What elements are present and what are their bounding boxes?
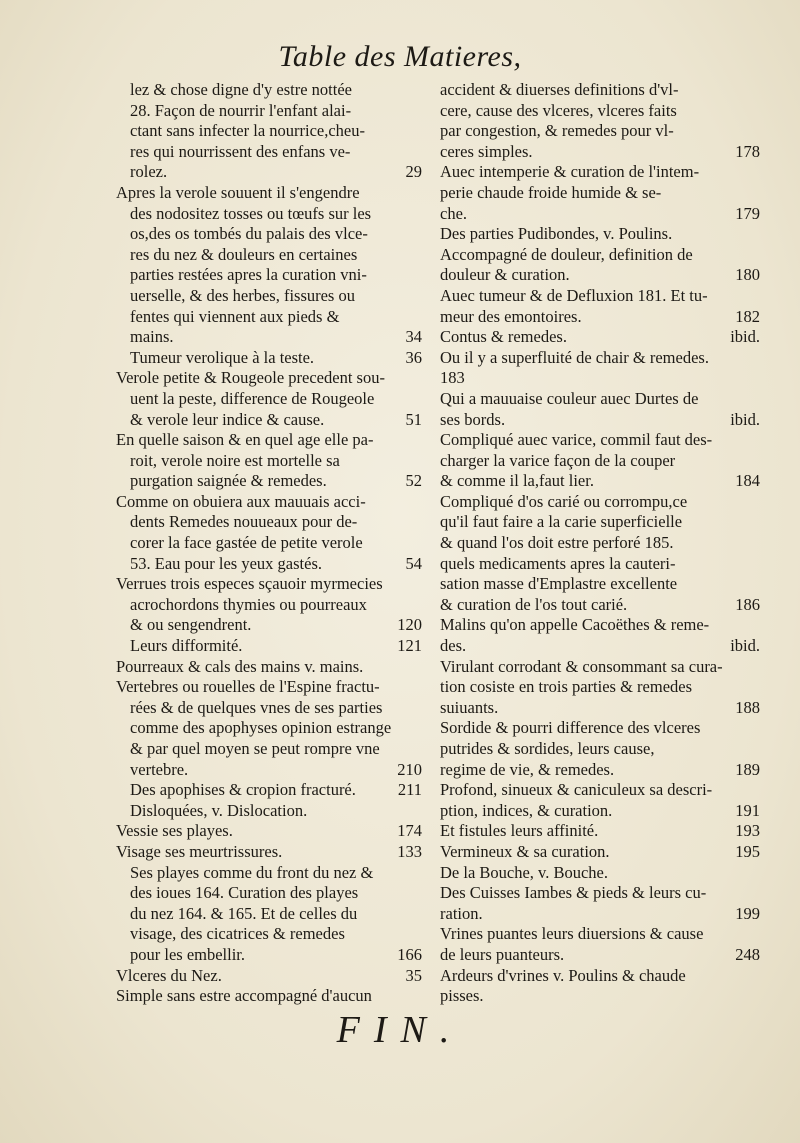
page-reference (414, 595, 422, 616)
entry-text: dents Remedes nouueaux pour de- (130, 512, 358, 532)
index-entry-line (440, 718, 760, 739)
entry-text: vertebre. (130, 759, 189, 779)
page-reference: 35 (405, 965, 422, 985)
page-reference: 133 (397, 841, 422, 861)
page-reference: 179 (735, 203, 760, 223)
page-reference (752, 966, 760, 987)
index-entry-line (440, 265, 760, 286)
page-reference (414, 863, 422, 884)
index-entry-line (116, 636, 422, 657)
index-entry-line (440, 121, 760, 142)
page-reference (752, 533, 760, 554)
page-reference (752, 574, 760, 595)
entry-text: & ou sengendrent. (130, 615, 252, 635)
entry-text: Simple sans estre accompagné d'aucun (116, 986, 372, 1006)
index-entry-line (440, 986, 760, 1007)
page-reference (752, 348, 760, 369)
entry-text: acrochordons thymies ou pourreaux (130, 594, 367, 614)
index-entry-line (440, 389, 760, 410)
index-entry-line (440, 780, 760, 801)
entry-text: Des apophises & cropion fracturé. (130, 780, 356, 800)
index-entry-line (440, 204, 760, 225)
index-entry-line (116, 677, 422, 698)
index-entry-line (116, 924, 422, 945)
page-reference (752, 780, 760, 801)
entry-text: Vlceres du Nez. (116, 965, 222, 985)
index-entry-line (440, 142, 760, 163)
entry-text: Des Cuisses Iambes & pieds & leurs cu- (440, 883, 707, 903)
entry-text: charger la varice façon de la couper (440, 450, 676, 470)
index-entry-line (440, 595, 760, 616)
page-reference (752, 924, 760, 945)
page-reference (752, 121, 760, 142)
entry-text: roit, verole noire est mortelle sa (130, 450, 340, 470)
index-entry-line (440, 286, 760, 307)
page-reference (414, 698, 422, 719)
page-reference (414, 924, 422, 945)
page-reference (752, 162, 760, 183)
index-entry-line (440, 966, 760, 987)
page-reference: 199 (735, 903, 760, 923)
entry-text: cere, cause des vlceres, vlceres faits (440, 100, 677, 120)
page-reference: 191 (735, 800, 760, 820)
page-reference (414, 368, 422, 389)
page-reference: 120 (397, 615, 422, 635)
index-entry-line (440, 471, 760, 492)
page-reference: 248 (735, 944, 760, 964)
entry-text: des nodositez tosses ou tœufs sur les (130, 203, 372, 223)
entry-text: comme des apophyses opinion estrange (130, 718, 392, 738)
index-entry-line (440, 307, 760, 328)
page-reference: 178 (735, 141, 760, 161)
entry-text: perie chaude froide humide & se- (440, 182, 662, 202)
index-entry-line (116, 245, 422, 266)
entry-text: & quand l'os doit estre perforé 185. (440, 533, 674, 553)
entry-text: parties restées apres la curation vni- (130, 265, 367, 285)
page-reference: 166 (397, 944, 422, 964)
page-reference: 182 (735, 306, 760, 326)
entry-text: Apres la verole souuent il s'engendre (116, 182, 360, 202)
fin-mark: FIN. (336, 1009, 464, 1051)
entry-text: sation masse d'Emplastre excellente (440, 574, 678, 594)
index-entry-line (116, 471, 422, 492)
entry-text: rolez. (130, 162, 168, 182)
entry-text: Profond, sinueux & caniculeux sa descri- (440, 780, 713, 800)
page-reference (752, 677, 760, 698)
entry-text: Compliqué auec varice, commil faut des- (440, 430, 713, 450)
entry-text: douleur & curation. (440, 265, 570, 285)
entry-text: Et fistules leurs affinité. (440, 821, 599, 841)
entry-text: Vermineux & sa curation. (440, 841, 610, 861)
index-entry-line (116, 780, 422, 801)
entry-text: Pourreaux & cals des mains v. mains. (116, 656, 364, 676)
page-reference (752, 986, 760, 1007)
page-reference: 51 (405, 409, 422, 429)
page-reference (414, 265, 422, 286)
page-reference: 211 (397, 780, 422, 800)
entry-text: Verrues trois especes sçauoir myrmecies (116, 574, 383, 594)
entry-text: che. (440, 203, 468, 223)
entry-text: res qui nourrissent des enfans ve- (130, 141, 351, 161)
entry-text: tion cosiste en trois parties & remedes (440, 677, 693, 697)
index-entry-line (440, 863, 760, 884)
index-entry-line (116, 863, 422, 884)
page-reference (752, 657, 760, 678)
index-entry-line (116, 451, 422, 472)
page-reference (414, 142, 422, 163)
entry-text: quels medicaments apres la cauteri- (440, 553, 676, 573)
entry-text: Leurs difformité. (130, 636, 243, 656)
page-reference (414, 677, 422, 698)
page-reference: 54 (405, 553, 422, 573)
entry-text: Malins qu'on appelle Cacoëthes & reme- (440, 615, 710, 635)
page-reference (414, 657, 422, 678)
page-reference (414, 718, 422, 739)
entry-text: & par quel moyen se peut rompre vne (130, 739, 380, 758)
index-entry-line (440, 945, 760, 966)
page-reference: 186 (735, 594, 760, 614)
index-entry-line (440, 760, 760, 781)
entry-text: du nez 164. & 165. Et de celles du (130, 903, 358, 923)
index-entry-line (116, 574, 422, 595)
index-entry-line (116, 986, 422, 1007)
entry-text: purgation saignée & remedes. (130, 471, 327, 491)
entry-text: res du nez & douleurs en certaines (130, 244, 358, 264)
page-reference (414, 801, 422, 822)
index-entry-line (116, 760, 422, 781)
index-entry-line (116, 554, 422, 575)
entry-text: 53. Eau pour les yeux gastés. (130, 553, 322, 573)
entry-text: qu'il faut faire a la carie superficielle (440, 512, 683, 532)
page-reference (752, 368, 760, 389)
entry-text: ration. (440, 903, 483, 923)
index-entry-line (440, 615, 760, 636)
index-entry-line (440, 904, 760, 925)
entry-text: des ioues 164. Curation des playes (130, 883, 359, 903)
index-entry-line (440, 924, 760, 945)
page-reference (414, 183, 422, 204)
index-entry-line (440, 80, 760, 101)
entry-text: Comme on obuiera aux mauuais acci- (116, 491, 366, 511)
entry-text: fentes qui viennent aux pieds & (130, 306, 340, 326)
index-entry-line (116, 327, 422, 348)
page-reference (752, 389, 760, 410)
entry-text: & verole leur indice & cause. (130, 409, 325, 429)
page-reference (752, 863, 760, 884)
entry-text: corer la face gastée de petite verole (130, 533, 363, 553)
index-entry-line (440, 368, 760, 389)
index-entry-line (116, 698, 422, 719)
page-reference (752, 430, 760, 451)
page-reference (414, 430, 422, 451)
page-reference: 174 (397, 821, 422, 841)
entry-text: Auec tumeur & de Defluxion 181. Et tu- (440, 285, 708, 305)
entry-text: Visage ses meurtrissures. (116, 841, 283, 861)
entry-text: Vessie ses playes. (116, 821, 233, 841)
page-reference (752, 183, 760, 204)
page-reference (414, 245, 422, 266)
entry-text: lez & chose digne d'y estre nottée (130, 80, 352, 99)
index-entry-line (440, 348, 760, 369)
page-reference: 121 (397, 636, 422, 656)
index-entry-line (440, 677, 760, 698)
entry-text: De la Bouche, v. Bouche. (440, 862, 609, 882)
entry-text: & comme il la,faut lier. (440, 471, 594, 491)
page-reference (752, 245, 760, 266)
entry-text: suiuants. (440, 697, 499, 717)
page-reference (414, 512, 422, 533)
index-entry-line (440, 801, 760, 822)
entry-text: Ou il y a superfluité de chair & remedes. (440, 347, 709, 367)
entry-text: meur des emontoires. (440, 306, 582, 326)
entry-text: Vertebres ou rouelles de l'Espine fractu- (116, 677, 380, 697)
index-entry-line (440, 554, 760, 575)
entry-text: os,des os tombés du palais des vlce- (130, 224, 368, 244)
index-entry-line (116, 368, 422, 389)
page-reference (414, 739, 422, 760)
page-reference (752, 224, 760, 245)
index-entry-line (440, 410, 760, 431)
entry-text: Accompagné de douleur, definition de (440, 244, 693, 264)
index-entry-line (116, 121, 422, 142)
page-reference (414, 451, 422, 472)
page-reference: ibid. (730, 636, 760, 656)
entry-text: 28. Façon de nourrir l'enfant alai- (130, 100, 352, 120)
index-entry-line (116, 739, 422, 760)
index-entry-line (440, 698, 760, 719)
entry-text: Ardeurs d'vrines v. Poulins & chaude (440, 965, 686, 985)
page-reference (414, 101, 422, 122)
page-reference (414, 986, 422, 1007)
index-entry-line (116, 430, 422, 451)
entry-text: Tumeur verolique à la teste. (130, 347, 315, 367)
page-reference (414, 904, 422, 925)
index-entry-line (440, 657, 760, 678)
entry-text: de leurs puanteurs. (440, 944, 565, 964)
entry-text: putrides & sordides, leurs cause, (440, 739, 655, 758)
entry-text: des. (440, 636, 467, 656)
index-entry-line (440, 883, 760, 904)
index-entry-line (116, 842, 422, 863)
index-entry-line (116, 801, 422, 822)
index-entry-line (116, 883, 422, 904)
left-column (116, 80, 422, 1007)
index-entry-line (116, 183, 422, 204)
page-reference: 180 (735, 265, 760, 285)
page-reference: 210 (397, 759, 422, 779)
index-entry-line (440, 101, 760, 122)
page-reference (752, 554, 760, 575)
page-reference (414, 224, 422, 245)
index-entry-line (440, 224, 760, 245)
index-entry-line (116, 821, 422, 842)
index-entry-line (440, 183, 760, 204)
entry-text: ceres simples. (440, 141, 533, 161)
page-reference (752, 492, 760, 513)
index-entry-line (116, 657, 422, 678)
running-header: Table des Matieres, (278, 40, 522, 73)
page-reference: 188 (735, 697, 760, 717)
entry-text: Compliqué d'os carié ou corrompu,ce (440, 491, 688, 511)
page-reference: 34 (405, 327, 422, 347)
index-entry-line (440, 162, 760, 183)
page-reference (414, 389, 422, 410)
index-entry-line (440, 245, 760, 266)
index-entry-line (116, 512, 422, 533)
index-entry-line (116, 224, 422, 245)
entry-text: Verole petite & Rougeole precedent sou- (116, 368, 385, 388)
index-entry-line (440, 327, 760, 348)
entry-text: accident & diuerses definitions d'vl- (440, 80, 679, 99)
entry-text: regime de vie, & remedes. (440, 759, 615, 779)
page-reference (752, 718, 760, 739)
page-reference: 193 (735, 821, 760, 841)
index-entry-line (116, 904, 422, 925)
entry-text: rées & de quelques vnes de ses parties (130, 697, 383, 717)
entry-text: pour les embellir. (130, 944, 246, 964)
page-reference (752, 739, 760, 760)
index-entry-line (116, 945, 422, 966)
entry-text: Virulant corrodant & consommant sa cura- (440, 656, 723, 676)
entry-text: & curation de l'os tout carié. (440, 594, 628, 614)
page-reference (752, 512, 760, 533)
index-entry-line (116, 492, 422, 513)
page-reference: 195 (735, 841, 760, 861)
index-entry-line (116, 410, 422, 431)
page-reference: 36 (405, 347, 422, 367)
page-reference: 189 (735, 759, 760, 779)
index-entry-line (116, 348, 422, 369)
page-reference (752, 451, 760, 472)
index-entry-line (116, 595, 422, 616)
page-reference (752, 883, 760, 904)
page-reference: ibid. (730, 327, 760, 347)
index-entry-line (116, 286, 422, 307)
page-reference (414, 883, 422, 904)
entry-text: Contus & remedes. (440, 327, 567, 347)
entry-text: uerselle, & des herbes, fissures ou (130, 285, 355, 305)
page-reference: ibid. (730, 409, 760, 429)
page-reference: 184 (735, 471, 760, 491)
index-entry-line (116, 204, 422, 225)
index-entry-line (440, 451, 760, 472)
entry-text: Auec intemperie & curation de l'intem- (440, 162, 700, 182)
entry-text: ses bords. (440, 409, 506, 429)
index-entry-line (116, 966, 422, 987)
page-reference (414, 533, 422, 554)
entry-text: visage, des cicatrices & remedes (130, 924, 345, 944)
page-reference (752, 286, 760, 307)
index-entry-line (116, 389, 422, 410)
index-entry-line (116, 615, 422, 636)
page-reference (752, 80, 760, 101)
index-entry-line (440, 533, 760, 554)
index-entry-line (116, 307, 422, 328)
entry-text: Des parties Pudibondes, v. Poulins. (440, 224, 673, 244)
entry-text: En quelle saison & en quel age elle pa- (116, 430, 374, 450)
entry-text: ctant sans infecter la nourrice,cheu- (130, 121, 366, 141)
index-entry-line (116, 101, 422, 122)
page-reference (414, 492, 422, 513)
page-reference (414, 204, 422, 225)
index-entry-line (116, 718, 422, 739)
page-reference (752, 615, 760, 636)
index-entry-line (440, 512, 760, 533)
index-entry-line (440, 739, 760, 760)
index-entry-line (440, 636, 760, 657)
index-entry-line (440, 574, 760, 595)
page-reference: 52 (405, 471, 422, 491)
page-reference (414, 80, 422, 101)
index-entry-line (440, 821, 760, 842)
entry-text: Ses playes comme du front du nez & (130, 862, 374, 882)
entry-text: 183 (440, 368, 465, 388)
index-entry-line (440, 430, 760, 451)
page-reference: 29 (405, 162, 422, 182)
index-entry-line (116, 162, 422, 183)
page-reference (752, 101, 760, 122)
index-entry-line (440, 492, 760, 513)
entry-text: par congestion, & remedes pour vl- (440, 121, 674, 141)
index-entry-line (116, 80, 422, 101)
page-reference (414, 286, 422, 307)
index-entry-line (116, 265, 422, 286)
entry-text: Vrines puantes leurs diuersions & cause (440, 924, 704, 944)
entry-text: mains. (130, 327, 174, 347)
entry-text: pisses. (440, 986, 484, 1006)
page-reference (414, 574, 422, 595)
entry-text: Qui a mauuaise couleur auec Durtes de (440, 388, 699, 408)
entry-text: uent la peste, difference de Rougeole (130, 388, 375, 408)
index-entry-line (440, 842, 760, 863)
right-column (440, 80, 760, 1007)
entry-text: Sordide & pourri difference des vlceres (440, 718, 701, 738)
index-entry-line (116, 533, 422, 554)
page-reference (414, 307, 422, 328)
entry-text: ption, indices, & curation. (440, 800, 613, 820)
index-entry-line (116, 142, 422, 163)
entry-text: Disloquées, v. Dislocation. (130, 800, 308, 820)
page-reference (414, 121, 422, 142)
